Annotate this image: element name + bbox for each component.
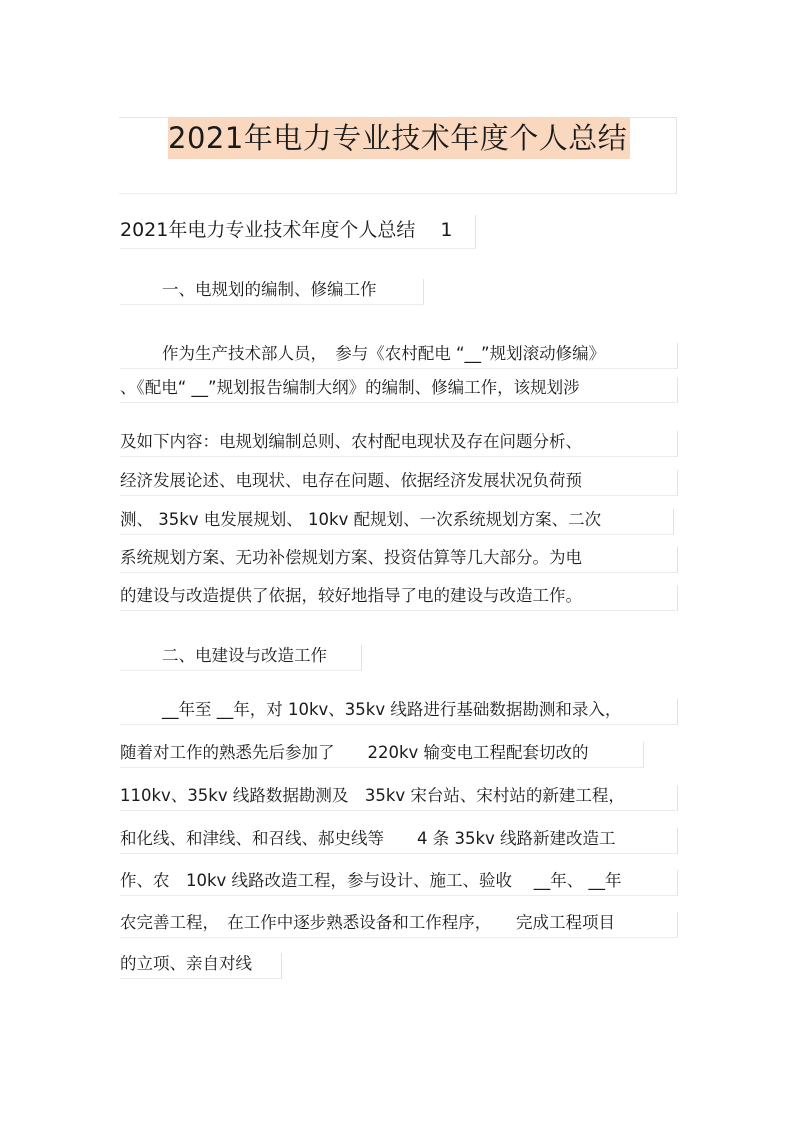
paragraph-line: 的立项、亲自对线 xyxy=(120,953,282,979)
section-heading-2: 二、电建设与改造工作 xyxy=(120,645,362,671)
paragraph-line: 及如下内容：电规划编制总则、农村配电现状及存在问题分析、 xyxy=(120,431,678,457)
paragraph-line: 农完善工程， 在工作中逐步熟悉设备和工作程序， 完成工程项目 xyxy=(120,912,678,938)
paragraph-line: 110kv、35kv 线路数据勘测及 35kv 宋台站、宋村站的新建工程， xyxy=(120,785,678,811)
paragraph-line: 作为生产技术部人员， 参与《农村配电 “__”规划滚动修编》 xyxy=(120,343,678,369)
document-title: 2021年电力专业技术年度个人总结 xyxy=(168,117,630,159)
paragraph-line: 系统规划方案、无功补偿规划方案、投资估算等几大部分。为电 xyxy=(120,547,678,573)
paragraph-line: 随着对工作的熟悉先后参加了 220kv 输变电工程配套切改的 xyxy=(120,742,644,768)
paragraph-line: 作、农 10kv 线路改造工程，参与设计、施工、验收 __年、 __年 xyxy=(120,870,678,896)
paragraph-line: 测、 35kv 电发展规划、 10kv 配规划、一次系统规划方案、二次 xyxy=(120,509,674,535)
paragraph-line: 经济发展论述、电现状、电存在问题、依据经济发展状况负荷预 xyxy=(120,470,678,496)
paragraph-line: 和化线、和津线、和召线、郝史线等 4 条 35kv 线路新建改造工 xyxy=(120,828,678,854)
paragraph-line: 、《配电“ __”规划报告编制大纲》的编制、修编工作，该规划涉 xyxy=(120,377,678,403)
paragraph-line: 的建设与改造提供了依据，较好地指导了电的建设与改造工作。 xyxy=(120,585,678,611)
document-subtitle: 2021年电力专业技术年度个人总结 1 xyxy=(120,215,476,249)
paragraph-line: __年至 __年，对 10kv、35kv 线路进行基础数据勘测和录入， xyxy=(120,699,678,725)
section-heading-1: 一、电规划的编制、修编工作 xyxy=(120,279,424,305)
